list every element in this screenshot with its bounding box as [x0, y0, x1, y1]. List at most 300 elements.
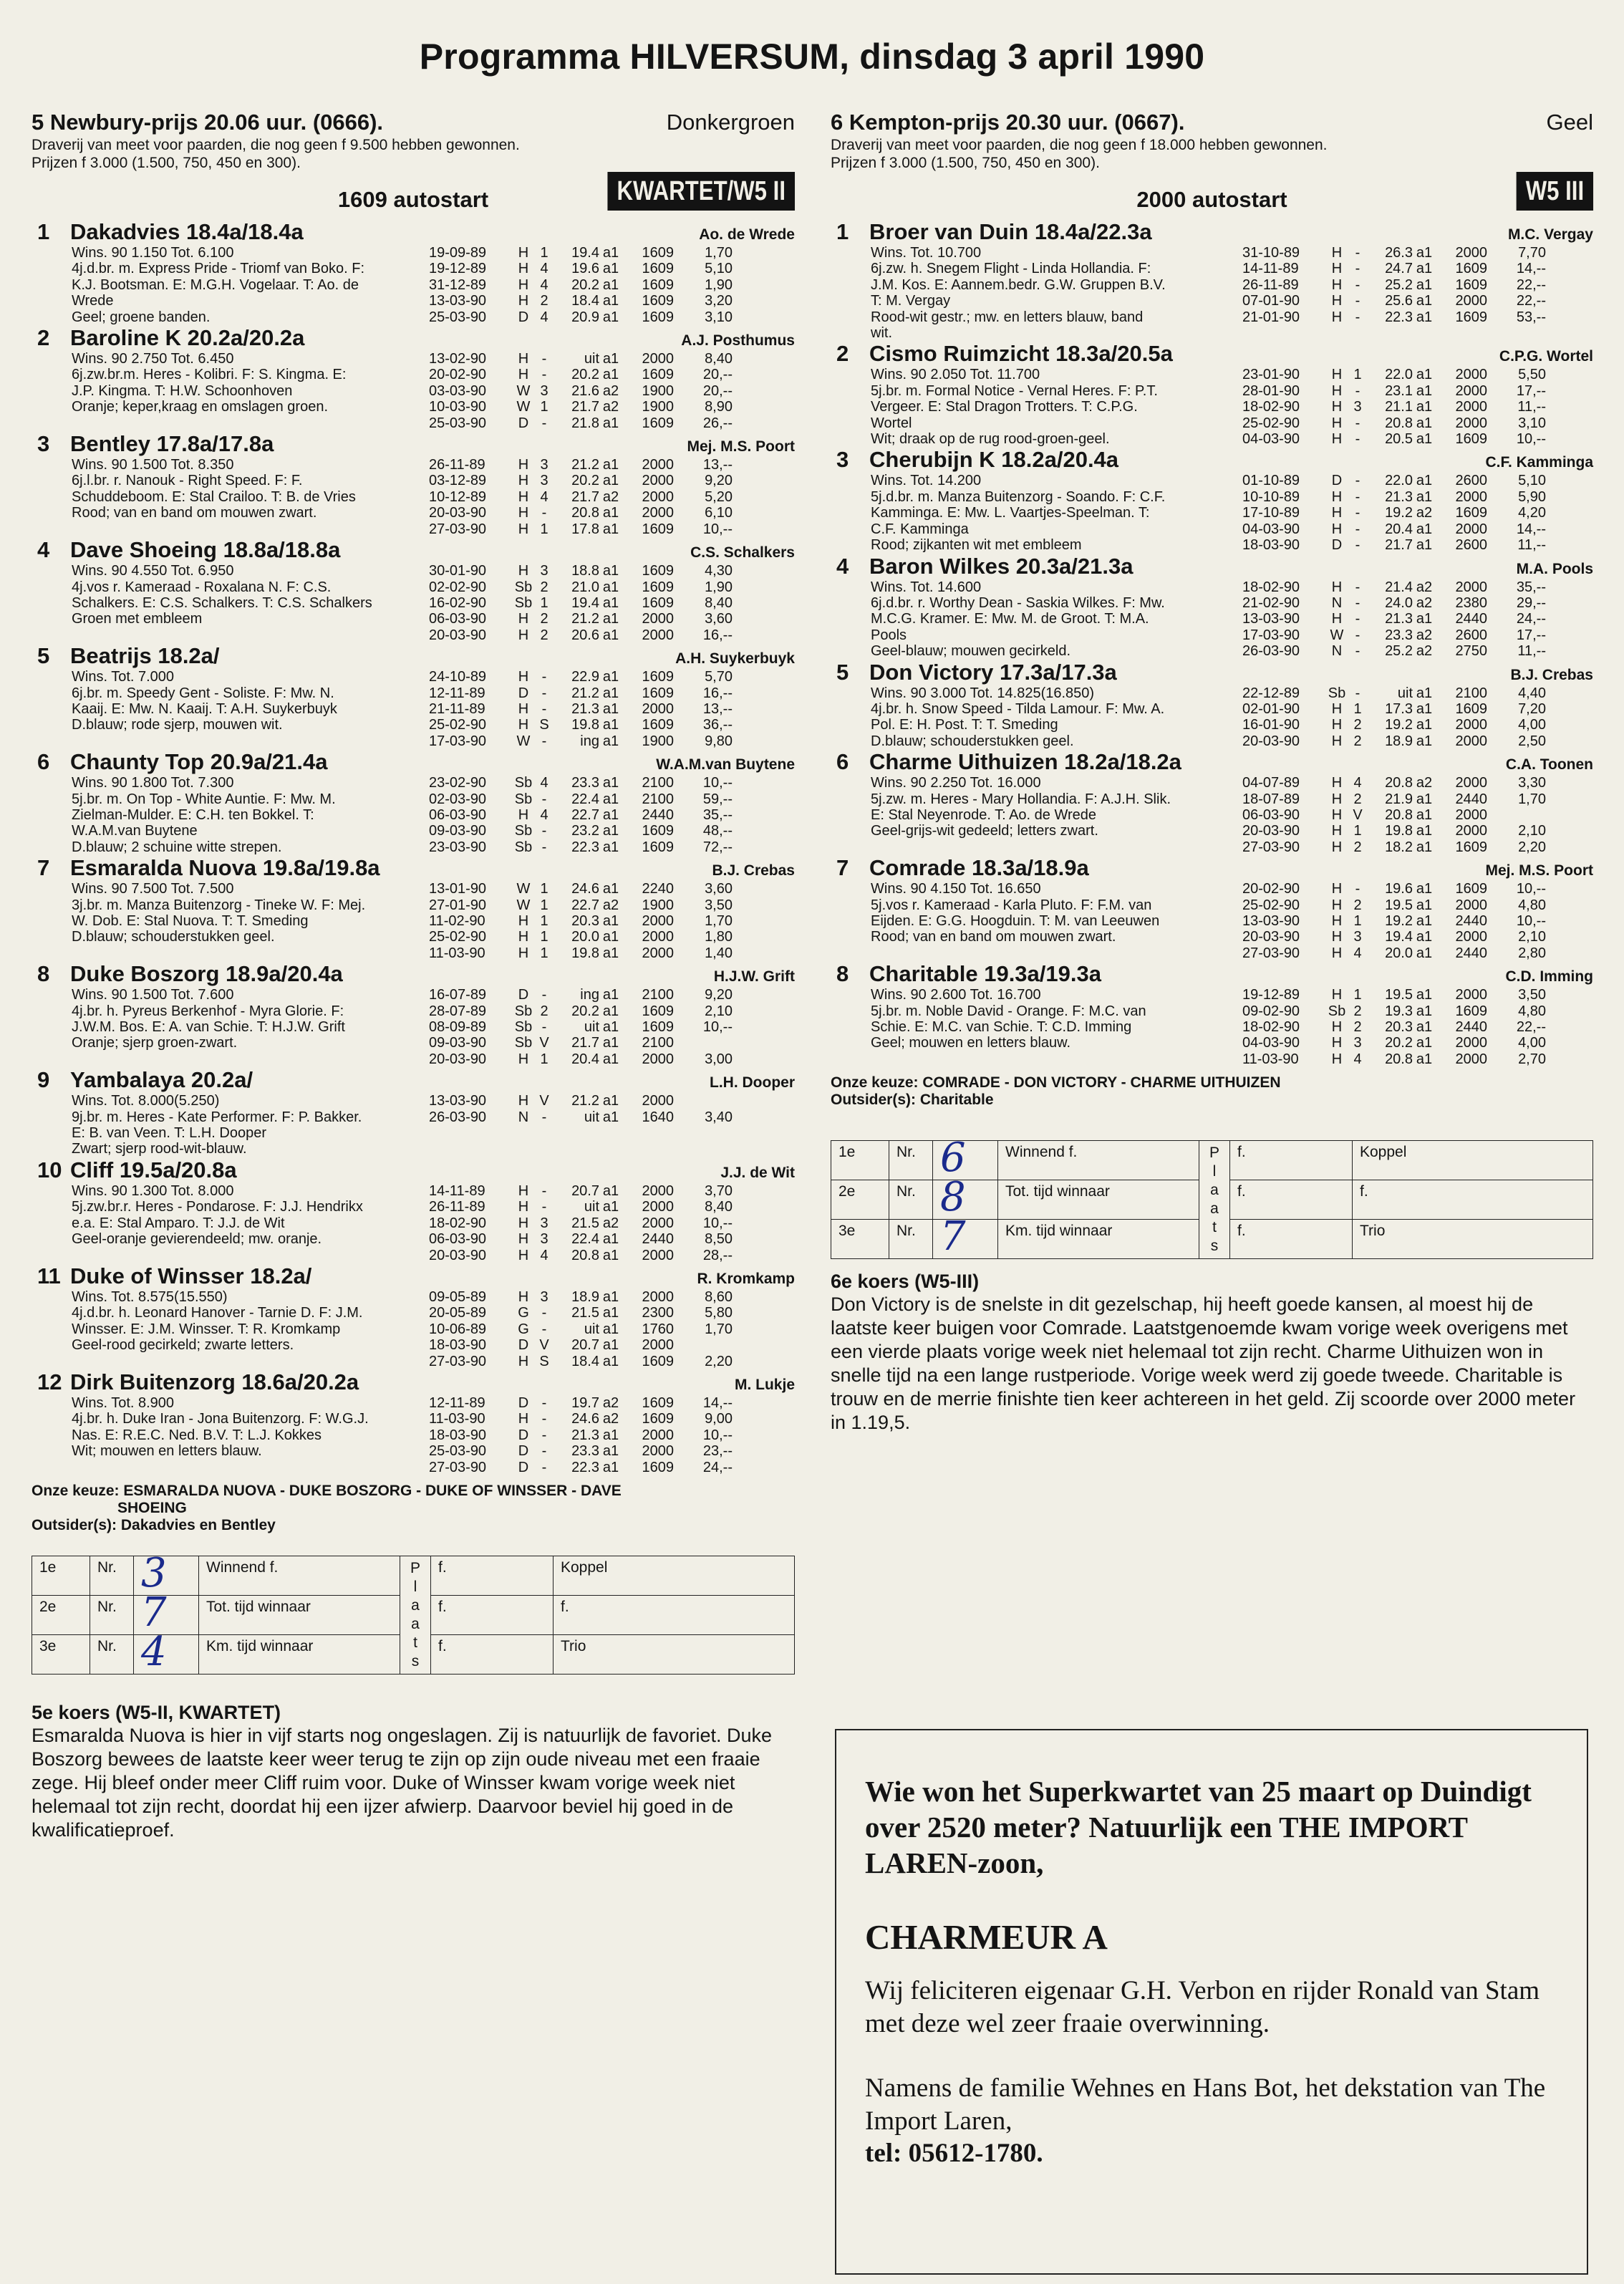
horse-results	[429, 1093, 795, 1157]
result-time: 20.2	[571, 276, 599, 293]
horse-info-line: Schuddeboom. E: Stal Crailoo. T: B. de Vries	[72, 488, 356, 505]
result-time: 22.0	[1385, 367, 1413, 383]
result-row	[429, 579, 795, 595]
result-row	[1242, 775, 1593, 791]
result-start: a1	[1416, 399, 1433, 415]
result-track: H	[518, 945, 529, 961]
result-row	[1242, 261, 1593, 276]
result-date: 18-07-89	[1242, 791, 1300, 807]
result-time: 19.6	[1385, 881, 1413, 897]
horse-info-line: Wins. Tot. 8.575(15.550)	[72, 1288, 228, 1305]
result-time: 21.3	[1385, 488, 1413, 505]
result-track: H	[518, 929, 529, 945]
result-start: a1	[602, 1051, 619, 1067]
horse-info-line: Schalkers. E: C.S. Schalkers. T: C.S. Schalkers	[72, 594, 372, 611]
keuze-label: Onze keuze:	[32, 1482, 120, 1499]
result-row	[1242, 823, 1593, 839]
result-odds: 6,10	[705, 505, 733, 521]
result-distance: 1609	[1455, 1003, 1487, 1019]
handwritten-nr: 6	[933, 1141, 998, 1180]
horse-name	[831, 855, 1089, 881]
result-time: 20.4	[1385, 521, 1413, 537]
result-odds: 53,--	[1516, 309, 1546, 325]
place-label: 2e	[32, 1595, 90, 1634]
horse-body	[831, 775, 1593, 855]
horse-number: 2	[836, 341, 849, 367]
result-track: H	[1331, 415, 1343, 431]
result-start: a1	[1416, 1019, 1433, 1036]
result-place: 4	[540, 806, 548, 823]
result-track: D	[518, 1443, 529, 1460]
result-odds: 9,20	[705, 473, 733, 489]
result-odds: 7,70	[1518, 245, 1546, 261]
result-odds: 11,--	[1517, 399, 1546, 415]
result-start: a1	[1416, 367, 1433, 383]
horse-number: 11	[37, 1263, 61, 1288]
result-date: 21-02-90	[1242, 594, 1300, 611]
result-track: H	[518, 367, 529, 383]
result-row	[1242, 537, 1593, 553]
horse-trainer: L.H. Dooper	[710, 1074, 795, 1092]
horse-info-line: 4j.br. h. Duke Iran - Jona Buitenzorg. F: W.G.J.	[72, 1411, 369, 1427]
result-start: a1	[602, 945, 619, 961]
result-odds: 3,30	[1518, 775, 1546, 791]
result-odds: 4,00	[1518, 1035, 1546, 1051]
result-date: 06-03-90	[429, 806, 487, 823]
horse-results	[1242, 881, 1593, 961]
result-place: -	[541, 1199, 547, 1215]
horse-body	[32, 563, 795, 643]
horse-header	[32, 749, 795, 775]
ad-family: Namens de familie Wehnes en Hans Bot, het dekstation van The Import Laren,	[865, 2073, 1546, 2136]
result-time: 25.6	[1385, 293, 1413, 309]
horse-results	[429, 881, 795, 961]
result-track: H	[518, 1247, 529, 1263]
result-place: 3	[1353, 929, 1362, 945]
result-date: 26-11-89	[429, 457, 485, 473]
result-place: V	[539, 1035, 549, 1051]
keuze-value-cont: SHOEING	[117, 1499, 187, 1516]
result-odds: 23,--	[702, 1443, 733, 1460]
result-row	[1242, 245, 1593, 261]
horse-trainer: A.J. Posthumus	[681, 332, 795, 350]
result-place: -	[541, 1394, 547, 1411]
result-track: H	[518, 488, 529, 505]
result-distance: 2000	[642, 1247, 674, 1263]
result-track: N	[1331, 643, 1343, 660]
result-time: 22.7	[571, 897, 599, 913]
result-odds: 1,40	[705, 945, 733, 961]
trio-cell: Trio	[554, 1634, 795, 1674]
result-distance: 2440	[1455, 611, 1487, 627]
result-place: 3	[540, 1231, 548, 1248]
horse-info-line: E: Stal Neyenrode. T: Ao. de Wrede	[871, 806, 1096, 823]
result-row	[429, 277, 795, 293]
result-place: 1	[540, 594, 548, 611]
result-row	[429, 823, 795, 839]
result-distance: 2440	[642, 806, 674, 823]
result-row	[429, 1003, 795, 1019]
race-6-keuze	[831, 1074, 1593, 1109]
row-label: Winnend f.	[998, 1141, 1199, 1180]
horse-info-line: W. Dob. E: Stal Nuova. T: T. Smeding	[72, 913, 309, 929]
result-start: a2	[1416, 579, 1433, 595]
result-track: H	[518, 669, 529, 685]
result-start: a1	[1416, 415, 1433, 431]
result-odds: 1,70	[705, 245, 733, 261]
result-date: 13-03-90	[1242, 611, 1300, 627]
page-title: Programma HILVERSUM, dinsdag 3 april 1990	[419, 37, 1205, 77]
result-distance: 2000	[642, 929, 674, 945]
result-row	[429, 1248, 795, 1263]
result-distance: 2000	[1455, 733, 1487, 749]
result-track: H	[1331, 897, 1343, 913]
result-distance: 2000	[1455, 823, 1487, 839]
result-start: a1	[602, 1231, 619, 1248]
result-row	[1242, 1035, 1593, 1051]
result-track: H	[1331, 733, 1343, 749]
horse-number: 6	[836, 749, 849, 775]
result-time: 18.9	[1385, 733, 1413, 749]
result-track: H	[518, 276, 529, 293]
result-start: a1	[602, 1321, 619, 1337]
result-track: H	[518, 1215, 529, 1231]
result-row	[1242, 791, 1593, 807]
horse-info-line: Vergeer. E: Stal Dragon Trotters. T: C.P.G.	[871, 399, 1138, 415]
result-date: 06-03-90	[429, 611, 487, 627]
horse-info	[32, 245, 429, 325]
result-track: H	[1331, 1035, 1343, 1051]
result-time: 17.8	[571, 521, 599, 537]
result-time: 21.2	[571, 685, 599, 701]
result-distance: 1609	[1455, 261, 1487, 277]
result-odds: 14,--	[1516, 521, 1546, 537]
horse-name	[831, 961, 1101, 987]
result-row	[429, 595, 795, 611]
result-row	[429, 1019, 795, 1035]
result-track: H	[1331, 929, 1343, 945]
result-row	[1242, 839, 1593, 855]
horse-trainer: C.P.G. Wortel	[1499, 348, 1593, 365]
result-odds	[674, 1093, 733, 1109]
result-time: 18.9	[571, 1288, 599, 1305]
horse-info-line: 5j.zw. m. Heres - Mary Hollandia. F: A.J.H. Slik.	[871, 791, 1171, 807]
result-date: 10-10-89	[1242, 488, 1300, 505]
result-start: a2	[602, 897, 619, 913]
result-odds: 9,80	[705, 733, 733, 749]
result-distance: 2000	[1455, 929, 1487, 945]
result-row	[429, 415, 795, 431]
horse-body	[32, 457, 795, 537]
result-distance: 1609	[1455, 839, 1487, 855]
result-start: a1	[1416, 823, 1433, 839]
result-row	[429, 807, 795, 823]
race-6-prizes: Prijzen f 3.000 (1.500, 750, 450 en 300).	[831, 155, 1100, 171]
horse-info-line: Eijden. E: G.G. Hoogduin. T: M. van Leeuwen	[871, 913, 1160, 929]
horse-results	[429, 457, 795, 537]
result-time: 19.5	[1385, 897, 1413, 913]
result-place: 4	[540, 1247, 548, 1263]
result-odds: 2,10	[1518, 929, 1546, 945]
result-distance: 2000	[1455, 415, 1487, 431]
result-place: 1	[540, 521, 548, 537]
result-track: W	[1330, 627, 1344, 643]
result-distance: 2000	[1455, 1051, 1487, 1067]
result-track: H	[1331, 839, 1343, 855]
result-date: 26-03-90	[429, 1109, 487, 1125]
result-place: 1	[540, 929, 548, 945]
result-row	[1242, 929, 1593, 945]
horse-header	[32, 219, 795, 245]
result-date: 06-03-90	[429, 1231, 487, 1248]
result-start: a2	[602, 399, 619, 415]
result-odds: 10,--	[702, 521, 733, 537]
horse-info	[32, 351, 429, 431]
result-start: a1	[1416, 431, 1433, 448]
outsider-value: Charitable	[919, 1092, 994, 1109]
result-place: 1	[540, 1051, 548, 1067]
result-row	[1242, 733, 1593, 749]
result-track: Sb	[514, 1003, 533, 1019]
race-6-result-table	[831, 1134, 1593, 1261]
result-time: 24.7	[1385, 261, 1413, 277]
horse-info	[831, 987, 1242, 1067]
result-row	[429, 293, 795, 309]
horse-body	[32, 1395, 795, 1475]
race-6-conditions: Draverij van meet voor paarden, die nog geen f 18.000 hebben gewonnen.	[831, 137, 1328, 153]
result-odds: 10,--	[702, 1427, 733, 1443]
horse-info-line: Zielman-Mulder. E: C.H. ten Bokkel. T:	[72, 806, 314, 823]
result-track: H	[518, 473, 529, 489]
place-label: 3e	[32, 1634, 90, 1674]
result-time: 20.2	[571, 367, 599, 383]
result-distance: 1609	[1455, 309, 1487, 325]
horse-info-line: Rood; van en band om mouwen zwart.	[871, 929, 1116, 945]
result-date: 13-01-90	[429, 881, 487, 897]
result-track: H	[1331, 823, 1343, 839]
horse-header	[32, 537, 795, 563]
result-track: H	[518, 261, 529, 277]
result-track: D	[518, 1394, 529, 1411]
race-5-keuze	[32, 1483, 795, 1534]
result-start: a1	[602, 929, 619, 945]
result-time: 22.4	[571, 1231, 599, 1248]
result-track: H	[1331, 309, 1343, 325]
horse-entry	[831, 749, 1593, 855]
result-distance: 2440	[1455, 913, 1487, 929]
race-5-result-table	[32, 1549, 795, 1675]
result-odds: 2,10	[705, 1003, 733, 1019]
result-time: 21.7	[571, 1035, 599, 1051]
result-place: 3	[540, 457, 548, 473]
result-row	[429, 913, 795, 929]
result-odds: 4,00	[1518, 717, 1546, 733]
result-start: a1	[1416, 537, 1433, 554]
horse-name	[32, 1067, 253, 1093]
race-5-title: 5 Newbury-prijs 20.06 uur. (0666).	[32, 110, 384, 135]
horse-header	[32, 961, 795, 987]
result-distance: 2000	[642, 1337, 674, 1354]
result-time: 22.3	[571, 1459, 599, 1475]
result-distance: 1609	[642, 1459, 674, 1475]
koppel-cell: Koppel	[554, 1556, 795, 1595]
horse-info-line: Geel-rood gecirkeld; zwarte letters.	[72, 1337, 294, 1354]
result-time: 20.5	[1385, 431, 1413, 448]
result-odds: 36,--	[702, 717, 733, 733]
result-distance: 2000	[642, 627, 674, 643]
result-distance: 2100	[642, 775, 674, 791]
result-track: H	[1331, 791, 1343, 807]
horse-name-text: Chaunty Top 20.9a/21.4a	[70, 749, 328, 775]
horse-entry	[32, 431, 795, 537]
horse-info-line: Wins. 90 1.150 Tot. 6.100	[72, 245, 234, 261]
result-date: 04-07-89	[1242, 775, 1300, 791]
result-row	[429, 1093, 795, 1109]
horse-number: 4	[836, 553, 849, 579]
result-date: 25-02-90	[429, 717, 487, 733]
result-row	[429, 1231, 795, 1247]
race-5-distance: 1609 autostart	[337, 187, 489, 212]
result-date: 08-09-89	[429, 1019, 487, 1036]
horse-info-line: Wit; draak op de rug rood-groen-geel.	[871, 431, 1110, 448]
result-date: 25-02-90	[1242, 897, 1300, 913]
result-odds: 11,--	[1517, 537, 1546, 554]
horse-body	[32, 351, 795, 431]
result-place: S	[539, 717, 549, 733]
result-track: W	[516, 881, 531, 897]
result-place: -	[541, 791, 547, 807]
result-date: 28-01-90	[1242, 382, 1300, 399]
result-track: H	[518, 563, 529, 579]
result-row	[429, 945, 795, 961]
result-track: H	[518, 1182, 529, 1199]
result-row	[429, 1337, 795, 1353]
result-date: 31-10-89	[1242, 245, 1300, 261]
result-odds: 4,30	[705, 563, 733, 579]
result-place: -	[541, 1427, 547, 1443]
result-place: -	[1355, 594, 1360, 611]
race-5-bet-badge: KWARTET/W5 II	[607, 172, 795, 211]
result-time: 19.3	[1385, 1003, 1413, 1019]
race-5-color: Donkergroen	[666, 110, 795, 135]
result-place: 3	[540, 382, 548, 399]
horse-header	[32, 1369, 795, 1395]
result-row	[1242, 611, 1593, 627]
result-track: H	[1331, 987, 1343, 1003]
horse-number: 5	[836, 659, 849, 685]
result-distance: 2000	[642, 351, 674, 367]
result-odds: 20,--	[702, 367, 733, 383]
result-row	[1242, 383, 1593, 399]
horse-info-line: Wins. 90 4.550 Tot. 6.950	[72, 563, 234, 579]
horse-info	[831, 245, 1242, 341]
horse-header	[831, 341, 1593, 367]
result-place: -	[1355, 431, 1360, 448]
result-time: 25.2	[1385, 276, 1413, 293]
horse-number: 1	[37, 219, 50, 244]
result-time: uit	[584, 1019, 599, 1036]
result-date: 04-03-90	[1242, 521, 1300, 537]
result-track: H	[1331, 488, 1343, 505]
result-time: 20.8	[1385, 1051, 1413, 1067]
result-date: 17-03-90	[429, 733, 487, 749]
horse-trainer: J.J. de Wit	[720, 1164, 795, 1181]
horse-entry	[32, 961, 795, 1067]
result-track: H	[1331, 1051, 1343, 1067]
horse-body	[32, 987, 795, 1067]
result-time: 20.8	[1385, 415, 1413, 431]
result-start: a1	[602, 293, 619, 309]
result-date: 26-03-90	[1242, 643, 1300, 660]
horse-trainer: M.A. Pools	[1516, 560, 1593, 577]
result-place: -	[541, 1411, 547, 1427]
result-start: a1	[1416, 881, 1433, 897]
result-start: a1	[1416, 1003, 1433, 1019]
horse-number: 9	[37, 1067, 50, 1093]
result-track: H	[1331, 881, 1343, 897]
result-track: D	[1331, 473, 1343, 489]
result-time: 22.0	[1385, 473, 1413, 489]
result-time: 19.2	[1385, 913, 1413, 929]
result-time: 20.6	[571, 627, 599, 643]
result-distance: 2000	[1455, 717, 1487, 733]
result-place: -	[541, 733, 547, 749]
result-odds: 48,--	[702, 823, 733, 839]
result-odds: 3,10	[705, 309, 733, 325]
horse-header	[831, 447, 1593, 473]
result-distance: 2100	[1455, 685, 1487, 701]
horse-entry	[831, 855, 1593, 961]
horse-info-line: T: M. Vergay	[871, 293, 951, 309]
plaats-letter: a	[411, 1596, 420, 1614]
result-distance: 2300	[642, 1305, 674, 1321]
result-time: 23.3	[571, 775, 599, 791]
result-odds: 5,20	[705, 488, 733, 505]
result-track: H	[1331, 261, 1343, 277]
result-distance: 1609	[642, 261, 674, 277]
result-start: a1	[602, 579, 619, 595]
result-row	[429, 309, 795, 325]
horse-info-line: 4j.br. h. Snow Speed - Tilda Lamour. F: Mw. A.	[871, 700, 1165, 717]
result-odds: 8,40	[705, 594, 733, 611]
result-place: 1	[540, 399, 548, 415]
result-odds: 10,--	[702, 1215, 733, 1231]
horse-entry	[831, 660, 1593, 750]
result-time: uit	[1397, 685, 1413, 701]
horse-trainer: Mej. M.S. Poort	[1485, 862, 1593, 880]
result-distance: 1609	[642, 823, 674, 839]
horse-header	[831, 961, 1593, 987]
horse-body	[32, 1289, 795, 1369]
result-track: H	[1331, 245, 1343, 261]
result-time: 22.7	[571, 806, 599, 823]
result-row	[1242, 1019, 1593, 1035]
horse-number: 8	[37, 961, 50, 987]
horse-name	[831, 749, 1181, 775]
result-distance: 2000	[1455, 488, 1487, 505]
trio-cell: Trio	[1353, 1220, 1593, 1259]
result-odds: 10,--	[702, 775, 733, 791]
result-start: a2	[602, 1411, 619, 1427]
result-track: H	[518, 293, 529, 309]
plaats-letter: t	[1212, 1219, 1217, 1236]
ad-horse-name: CHARMEUR A	[865, 1917, 1108, 1957]
result-odds: 26,--	[702, 415, 733, 431]
result-date: 03-03-90	[429, 382, 487, 399]
result-distance: 2000	[642, 457, 674, 473]
result-start: a1	[602, 717, 619, 733]
result-distance: 1609	[1455, 431, 1487, 448]
